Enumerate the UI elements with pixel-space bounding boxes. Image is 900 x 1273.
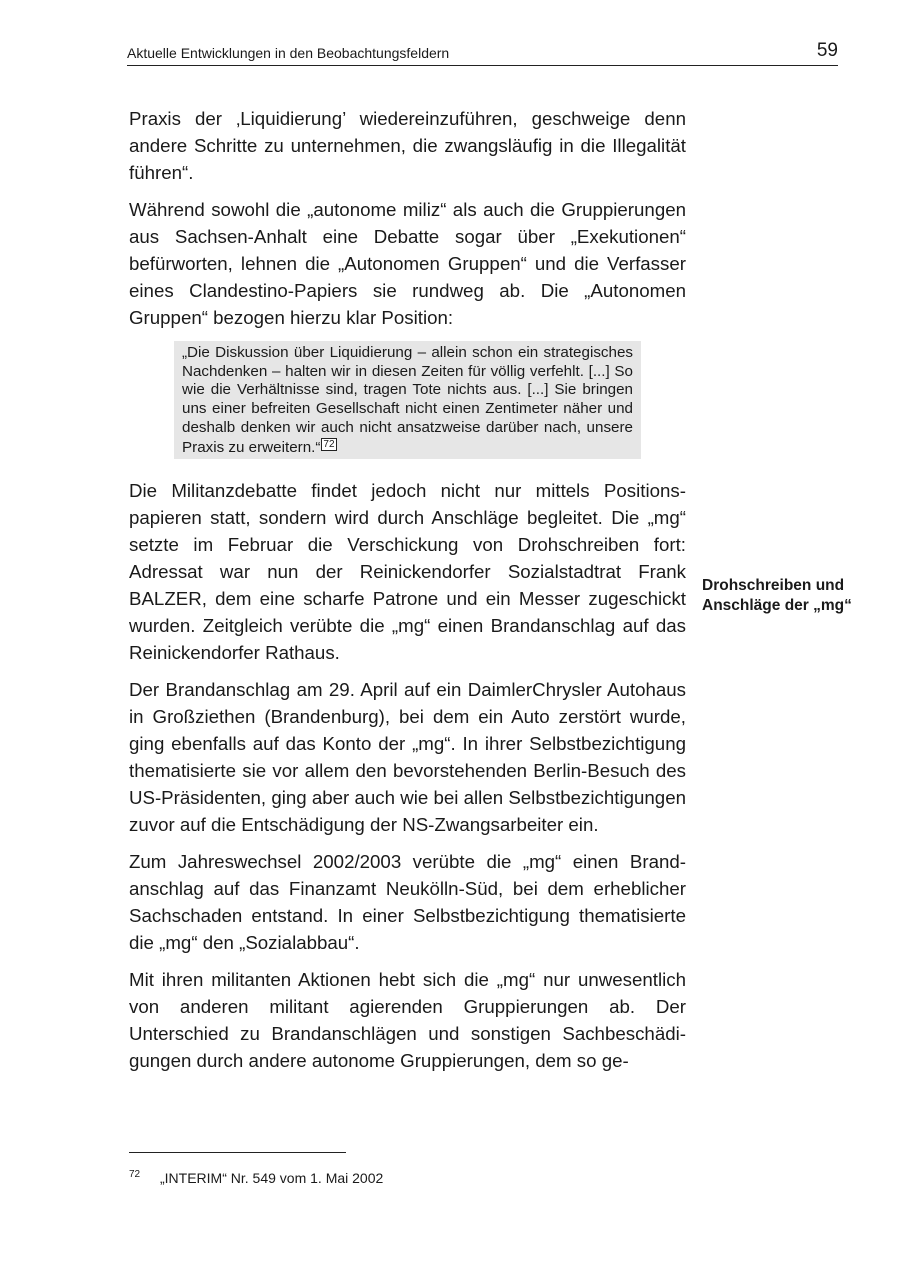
paragraph-2: Während sowohl die „autonome miliz“ als auch die Gruppierungen aus Sachsen-Anhalt eine Debatte sogar über „Exekutionen“ befürworten, lehnen die „Autonomen Gruppen“ und die Verfasser eines Clandestino-Papiers sie rundweg ab. Die „Autonomen Gruppen“ bezogen hierzu klar Position: <box>129 199 686 328</box>
main-text <box>129 105 686 1084</box>
page-number: 59 <box>816 40 838 61</box>
footnote-number: 72 <box>129 1169 141 1180</box>
footnote-reference-72[interactable]: 72 <box>323 438 335 450</box>
margin-note: Drohschreiben und Anschläge der „mg“ <box>702 577 852 614</box>
paragraph-6: Mit ihren militanten Aktionen hebt sich die „mg“ nur unwesentlich von anderen militant agierenden Gruppierungen ab. Der Unterschied zu Brandanschlägen und sonstigen Sachbeschädigungen durch andere autonome Gruppierungen, dem so ge- <box>129 969 686 1072</box>
footnote-divider <box>129 1152 346 1153</box>
paragraph-3: Die Militanzdebatte findet jedoch nicht nur mittels Positionspapieren statt, sondern wird durch Anschläge begleitet. Die „mg“ setzte im Februar die Verschickung von Drohschreiben fort: Adressat war nun der Reinickendorfer Sozialstadtrat Frank BALZER, dem eine scharfe Patrone und ein Messer zugeschickt wurden. Zeitgleich verübte die „mg“ einen Brandanschlag auf das Reinickendorfer Rathaus. <box>129 480 686 664</box>
paragraph-1: Praxis der ‚Liquidierung’ wiedereinzuführen, geschweige denn andere Schritte zu unternehmen, die zwangsläufig in die Illegalität führen“. <box>129 108 686 183</box>
footnote-text: „INTERIM“ Nr. 549 vom 1. Mai 2002 <box>160 1170 384 1186</box>
block-quote <box>174 341 641 459</box>
header-title: Aktuelle Entwicklungen in den Beobachtungsfeldern <box>127 45 450 61</box>
paragraph-5: Zum Jahreswechsel 2002/2003 verübte die „mg“ einen Brandanschlag auf das Finanzamt Neukölln-Süd, bei dem erheblicher Sachschaden entstand. In einer Selbstbezichtigung thematisierte die „mg“ den „Sozialabbau“. <box>129 851 686 954</box>
running-header <box>127 38 838 66</box>
paragraph-4: Der Brandanschlag am 29. April auf ein DaimlerChrysler Autohaus in Großziethen (Brandenburg), bei dem ein Auto zerstört wurde, ging ebenfalls auf das Konto der „mg“. In ihrer Selbstbezichtigung thematisierte sie vor allem den bevorstehenden Berlin-Besuch des US-Präsidenten, ging aber auch wie bei allen Selbstbezichtigungen zuvor auf die Entschädigung der NS-Zwangsarbeiter ein. <box>129 679 686 836</box>
quote-text: „Die Diskussion über Liquidierung – allein schon ein strategisches Nachdenken – halten wir in diesen Zeiten für völlig verfehlt. [...] So wie die Verhältnisse sind, tragen Tote nichts aus. [...] Sie bringen uns einer befreiten Gesellschaft nicht einen Zentimeter näher und deshalb denken wir auch nicht ansatzweise darüber nach, unsere Praxis zu erweitern.“ <box>182 344 633 456</box>
